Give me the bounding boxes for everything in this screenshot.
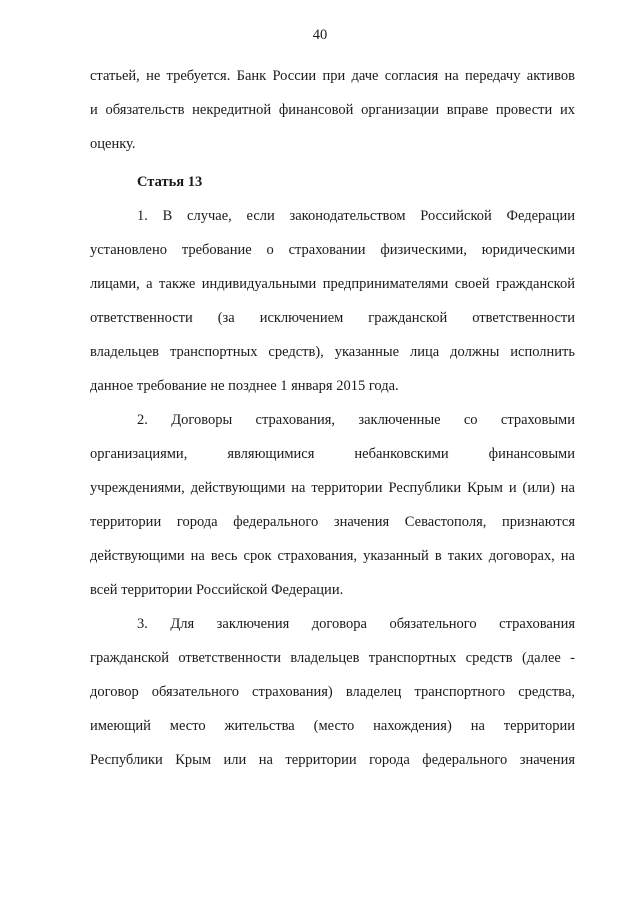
- paragraph-3-line-5: Республики Крым или на территории города федерального значения: [90, 752, 575, 768]
- paragraph-3-line-4: имеющий место жительства (место нахождения) на территории: [90, 718, 575, 734]
- intro-line-2: и обязательств некредитной финансовой организации вправе провести их: [90, 102, 575, 118]
- paragraph-1-line-6: данное требование не позднее 1 января 2015 года.: [90, 378, 399, 394]
- paragraph-2-line-1: 2. Договоры страхования, заключенные со страховыми: [137, 412, 575, 428]
- paragraph-1-line-4: ответственности (за исключением гражданской ответственности: [90, 310, 575, 326]
- intro-line-1: статьей, не требуется. Банк России при даче согласия на передачу активов: [90, 68, 575, 84]
- intro-line-3: оценку.: [90, 136, 136, 152]
- paragraph-3-line-2: гражданской ответственности владельцев транспортных средств (далее -: [90, 650, 575, 666]
- paragraph-3-line-3: договор обязательного страхования) владелец транспортного средства,: [90, 684, 575, 700]
- paragraph-2-line-5: действующими на весь срок страхования, указанный в таких договорах, на: [90, 548, 575, 564]
- paragraph-2-line-4: территории города федерального значения Севастополя, признаются: [90, 514, 575, 530]
- paragraph-2-line-3: учреждениями, действующими на территории Республики Крым и (или) на: [90, 480, 575, 496]
- paragraph-2-line-6: всей территории Российской Федерации.: [90, 582, 344, 598]
- page-number: 40: [312, 27, 328, 43]
- article-title: Статья 13: [137, 174, 203, 190]
- paragraph-3-line-1: 3. Для заключения договора обязательного страхования: [137, 616, 575, 632]
- paragraph-2-line-2: организациями, являющимися небанковскими финансовыми: [90, 446, 575, 462]
- paragraph-1-line-5: владельцев транспортных средств), указанные лица должны исполнить: [90, 344, 575, 360]
- paragraph-1-line-3: лицами, а также индивидуальными предпринимателями своей гражданской: [90, 276, 575, 292]
- paragraph-1-line-1: 1. В случае, если законодательством Российской Федерации: [137, 208, 575, 224]
- paragraph-1-line-2: установлено требование о страховании физическими, юридическими: [90, 242, 575, 258]
